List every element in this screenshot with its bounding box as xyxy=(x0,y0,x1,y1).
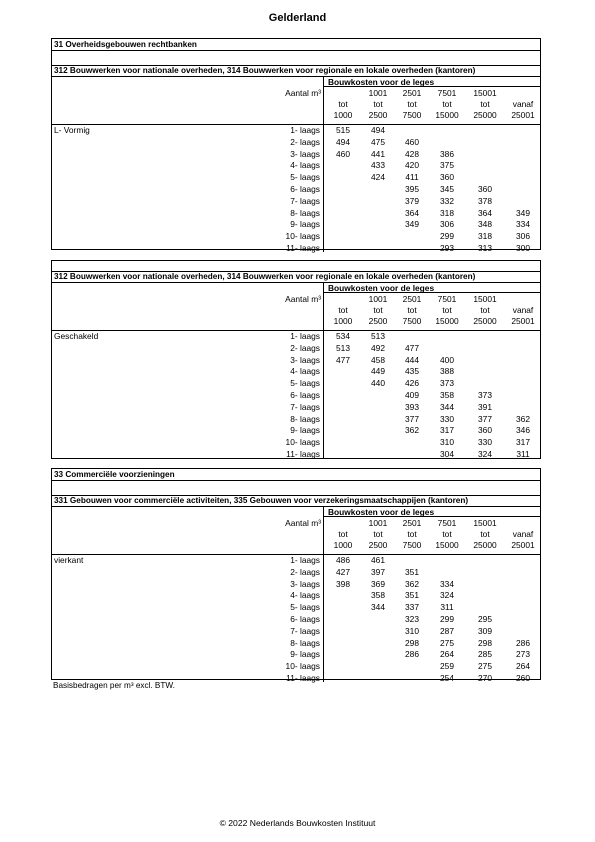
column-header-line: 7500 xyxy=(402,540,422,550)
aantal-label: Aantal m³ xyxy=(285,88,321,98)
floor-count-label: 9- laags xyxy=(290,219,320,230)
cost-value: 477 xyxy=(405,342,419,353)
column-header-line: tot xyxy=(373,305,383,315)
column-header xyxy=(468,518,502,554)
column-header-line: 25000 xyxy=(473,540,497,550)
floor-count-label: 3- laags xyxy=(290,578,320,589)
cost-value: 398 xyxy=(336,578,350,589)
cost-value: 424 xyxy=(371,172,385,183)
cost-value: 440 xyxy=(371,378,385,389)
table-row xyxy=(52,208,540,220)
column-header-line: 1001 xyxy=(368,294,388,304)
column-header-line: 2501 xyxy=(402,518,422,528)
row-type-label: Geschakeld xyxy=(54,331,99,341)
cost-value: 492 xyxy=(371,342,385,353)
cost-value: 287 xyxy=(440,625,454,636)
section-gap xyxy=(52,481,540,496)
cost-value: 298 xyxy=(478,637,492,648)
column-header xyxy=(326,518,360,554)
cost-value: 373 xyxy=(478,390,492,400)
cost-value: 332 xyxy=(440,195,454,206)
column-header xyxy=(326,294,360,330)
table-row xyxy=(52,137,540,149)
cost-value: 298 xyxy=(405,637,419,648)
cost-value: 286 xyxy=(516,637,530,648)
column-header-line xyxy=(326,88,360,99)
column-header xyxy=(326,88,360,124)
cost-value: 330 xyxy=(440,413,454,424)
table-row xyxy=(52,231,540,243)
cost-value: 378 xyxy=(478,195,492,206)
section-box-3 xyxy=(51,468,541,683)
column-header-line: 7501 xyxy=(437,294,457,304)
cost-value: 309 xyxy=(478,625,492,636)
column-header xyxy=(430,88,464,124)
cost-value: 364 xyxy=(405,207,419,218)
column-header-line: 1000 xyxy=(333,540,353,550)
cost-value: 317 xyxy=(440,425,454,436)
floor-count-label: 8- laags xyxy=(290,637,320,648)
column-header-line: 7500 xyxy=(402,110,422,120)
column-header xyxy=(361,88,395,124)
cost-value: 360 xyxy=(440,172,454,183)
aantal-label: Aantal m³ xyxy=(285,518,321,528)
floor-count-label: 4- laags xyxy=(290,590,320,601)
cost-value: 477 xyxy=(336,354,350,365)
table-header: Bouwkosten voor de leges xyxy=(323,77,540,87)
table-row xyxy=(52,172,540,184)
column-header-line xyxy=(326,294,360,305)
cost-value: 306 xyxy=(516,231,530,242)
column-header-line xyxy=(326,518,360,529)
column-header-line: 15001 xyxy=(473,88,497,98)
cost-value: 337 xyxy=(405,602,419,613)
cost-value: 310 xyxy=(405,625,419,636)
cost-table xyxy=(52,77,540,252)
section-box-2 xyxy=(51,260,541,459)
cost-value: 275 xyxy=(478,661,492,672)
floor-count-label: 10- laags xyxy=(285,437,320,448)
cost-value: 461 xyxy=(371,555,385,565)
cost-value: 351 xyxy=(405,566,419,577)
cost-value: 270 xyxy=(478,673,492,683)
table-row xyxy=(52,390,540,402)
cost-value: 375 xyxy=(440,160,454,171)
cost-value: 433 xyxy=(371,160,385,171)
section-title: 31 Overheidsgebouwen rechtbanken xyxy=(52,39,540,51)
table-subtitle: 331 Gebouwen voor commerciële activiteiten, 335 Gebouwen voor verzekeringsmaatschappijen (kantoren) xyxy=(52,496,540,507)
column-header-line: 15000 xyxy=(435,316,459,326)
floor-count-label: 11- laags xyxy=(286,673,320,683)
cost-value: 360 xyxy=(478,184,492,194)
column-header xyxy=(395,518,429,554)
cost-value: 458 xyxy=(371,354,385,365)
cost-value: 358 xyxy=(371,590,385,601)
column-header-line: 7501 xyxy=(437,518,457,528)
column-header-line: 1000 xyxy=(333,110,353,120)
cost-value: 427 xyxy=(336,566,350,577)
table-row xyxy=(52,402,540,414)
floor-count-label: 9- laags xyxy=(290,425,320,436)
cost-value: 379 xyxy=(405,195,419,206)
section-gap xyxy=(52,261,540,272)
table-row xyxy=(52,590,540,602)
table-row xyxy=(52,567,540,579)
column-header-line: tot xyxy=(338,529,348,539)
cost-value: 449 xyxy=(371,366,385,377)
floor-count-label: 11- laags xyxy=(286,243,320,253)
cost-table xyxy=(52,283,540,459)
cost-value: 264 xyxy=(440,649,454,660)
cost-value: 486 xyxy=(336,555,350,565)
table-row xyxy=(52,437,540,449)
floor-count-label: 3- laags xyxy=(290,354,320,365)
column-header-line: 15000 xyxy=(435,110,459,120)
cost-value: 349 xyxy=(516,207,530,218)
section-title: 33 Commerciële voorzieningen xyxy=(52,469,540,481)
column-header xyxy=(430,518,464,554)
cost-value: 324 xyxy=(478,449,492,459)
column-header-line: 1001 xyxy=(368,518,388,528)
column-header-line: tot xyxy=(338,305,348,315)
cost-value: 494 xyxy=(371,125,385,135)
table-row xyxy=(52,555,540,567)
floor-count-label: 7- laags xyxy=(290,625,320,636)
row-type-label: vierkant xyxy=(54,555,84,565)
table-row xyxy=(52,149,540,161)
column-header-line: tot xyxy=(373,529,383,539)
column-header xyxy=(361,518,395,554)
cost-value: 475 xyxy=(371,136,385,147)
cost-value: 344 xyxy=(440,401,454,412)
table-row xyxy=(52,661,540,673)
cost-value: 295 xyxy=(478,614,492,624)
table-row xyxy=(52,414,540,426)
cost-value: 460 xyxy=(336,148,350,159)
column-header-line: 25001 xyxy=(511,540,535,550)
table-subtitle: 312 Bouwwerken voor nationale overheden, 314 Bouwwerken voor regionale en lokale overheden (kantoren) xyxy=(52,272,540,283)
column-header xyxy=(430,294,464,330)
column-header-line: 25000 xyxy=(473,110,497,120)
column-header-line: 2501 xyxy=(402,88,422,98)
cost-value: 304 xyxy=(440,449,454,459)
section-gap xyxy=(52,51,540,66)
column-header xyxy=(506,294,540,330)
column-header-line: 25000 xyxy=(473,316,497,326)
table-row xyxy=(52,638,540,650)
table-row xyxy=(52,125,540,137)
column-header-line: 2500 xyxy=(368,316,388,326)
column-header xyxy=(468,294,502,330)
table-row xyxy=(52,160,540,172)
cost-value: 264 xyxy=(516,661,530,672)
table-row xyxy=(52,366,540,378)
table-row xyxy=(52,219,540,231)
cost-value: 411 xyxy=(405,172,419,183)
column-header-line: tot xyxy=(407,529,417,539)
section-box-1 xyxy=(51,38,541,253)
cost-value: 362 xyxy=(405,578,419,589)
cost-value: 334 xyxy=(516,219,530,230)
cost-table xyxy=(52,507,540,682)
floor-count-label: 6- laags xyxy=(290,614,320,624)
floor-count-label: 7- laags xyxy=(290,401,320,412)
cost-value: 515 xyxy=(336,125,350,135)
column-header-line: tot xyxy=(442,99,452,109)
cost-value: 323 xyxy=(405,614,419,624)
floor-count-label: 5- laags xyxy=(290,378,320,389)
table-row xyxy=(52,196,540,208)
column-header xyxy=(395,88,429,124)
table-row xyxy=(52,378,540,390)
cost-value: 395 xyxy=(405,184,419,194)
cost-value: 293 xyxy=(440,243,454,253)
table-row xyxy=(52,331,540,343)
cost-value: 393 xyxy=(405,401,419,412)
column-header-line xyxy=(506,294,540,305)
cost-value: 313 xyxy=(478,243,492,253)
cost-value: 386 xyxy=(440,148,454,159)
cost-value: 435 xyxy=(405,366,419,377)
cost-value: 299 xyxy=(440,614,454,624)
cost-value: 311 xyxy=(440,602,454,613)
table-row xyxy=(52,614,540,626)
column-header-line xyxy=(506,518,540,529)
column-header-line: tot xyxy=(480,99,490,109)
column-header xyxy=(506,518,540,554)
table-row xyxy=(52,355,540,367)
cost-value: 360 xyxy=(478,425,492,436)
cost-value: 260 xyxy=(516,673,530,683)
column-header xyxy=(395,294,429,330)
column-header-line: 25001 xyxy=(511,110,535,120)
cost-value: 358 xyxy=(440,390,454,400)
cost-value: 273 xyxy=(516,649,530,660)
floor-count-label: 11- laags xyxy=(286,449,320,459)
column-header xyxy=(468,88,502,124)
cost-value: 318 xyxy=(478,231,492,242)
cost-value: 377 xyxy=(405,413,419,424)
cost-value: 409 xyxy=(405,390,419,400)
cost-value: 362 xyxy=(405,425,419,436)
floor-count-label: 8- laags xyxy=(290,413,320,424)
floor-count-label: 2- laags xyxy=(290,566,320,577)
column-header-line: tot xyxy=(442,529,452,539)
column-header xyxy=(506,88,540,124)
floor-count-label: 2- laags xyxy=(290,342,320,353)
column-header-line: 1001 xyxy=(368,88,388,98)
floor-count-label: 2- laags xyxy=(290,136,320,147)
column-header-line: 15000 xyxy=(435,540,459,550)
column-header-line: tot xyxy=(338,99,348,109)
cost-value: 391 xyxy=(478,401,492,412)
column-header xyxy=(361,294,395,330)
cost-value: 259 xyxy=(440,661,454,672)
column-header-line: tot xyxy=(480,529,490,539)
cost-value: 318 xyxy=(440,207,454,218)
cost-value: 369 xyxy=(371,578,385,589)
cost-value: 285 xyxy=(478,649,492,660)
column-header-line: tot xyxy=(407,99,417,109)
cost-value: 346 xyxy=(516,425,530,436)
floor-count-label: 7- laags xyxy=(290,195,320,206)
cost-value: 310 xyxy=(440,437,454,448)
cost-value: 428 xyxy=(405,148,419,159)
table-row xyxy=(52,343,540,355)
cost-value: 286 xyxy=(405,649,419,660)
copyright-footer: © 2022 Nederlands Bouwkosten Instituut xyxy=(219,818,376,828)
table-row xyxy=(52,449,540,461)
cost-value: 460 xyxy=(405,136,419,147)
floor-count-label: 10- laags xyxy=(285,231,320,242)
column-header-line: 7500 xyxy=(402,316,422,326)
footnote: Basisbedragen per m³ excl. BTW. xyxy=(53,681,175,690)
cost-value: 351 xyxy=(405,590,419,601)
cost-value: 534 xyxy=(336,331,350,341)
column-header-line: tot xyxy=(480,305,490,315)
column-header-line: tot xyxy=(373,99,383,109)
cost-value: 400 xyxy=(440,354,454,365)
floor-count-label: 9- laags xyxy=(290,649,320,660)
cost-value: 330 xyxy=(478,437,492,448)
column-header-line: 7501 xyxy=(437,88,457,98)
cost-value: 377 xyxy=(478,413,492,424)
column-header-line: 15001 xyxy=(473,294,497,304)
cost-value: 441 xyxy=(371,148,385,159)
cost-value: 311 xyxy=(516,449,530,459)
table-subtitle: 312 Bouwwerken voor nationale overheden, 314 Bouwwerken voor regionale en lokale overheden (kantoren) xyxy=(52,66,540,77)
floor-count-label: 4- laags xyxy=(290,160,320,171)
floor-count-label: 1- laags xyxy=(290,125,320,135)
column-header-line: vanaf xyxy=(512,529,534,539)
cost-value: 345 xyxy=(440,184,454,194)
cost-value: 324 xyxy=(440,590,454,601)
aantal-label: Aantal m³ xyxy=(285,294,321,304)
cost-value: 494 xyxy=(336,136,350,147)
column-header-line: 25001 xyxy=(511,316,535,326)
floor-count-label: 4- laags xyxy=(290,366,320,377)
cost-value: 513 xyxy=(336,342,350,353)
cost-value: 306 xyxy=(440,219,454,230)
column-header-line: 2501 xyxy=(402,294,422,304)
column-header-line: 2500 xyxy=(368,110,388,120)
cost-value: 426 xyxy=(405,378,419,389)
column-header-line: vanaf xyxy=(512,99,534,109)
table-header: Bouwkosten voor de leges xyxy=(323,507,540,517)
cost-value: 317 xyxy=(516,437,530,448)
row-type-label: L- Vormig xyxy=(54,125,90,135)
cost-value: 444 xyxy=(405,354,419,365)
cost-value: 397 xyxy=(371,566,385,577)
column-header-line: 2500 xyxy=(368,540,388,550)
cost-value: 373 xyxy=(440,378,454,389)
table-row xyxy=(52,602,540,614)
cost-value: 254 xyxy=(440,673,454,683)
cost-value: 388 xyxy=(440,366,454,377)
cost-value: 349 xyxy=(405,219,419,230)
table-row xyxy=(52,243,540,255)
cost-value: 362 xyxy=(516,413,530,424)
cost-value: 364 xyxy=(478,207,492,218)
column-header-line: tot xyxy=(407,305,417,315)
table-row xyxy=(52,184,540,196)
floor-count-label: 6- laags xyxy=(290,390,320,400)
cost-value: 513 xyxy=(371,331,385,341)
column-header-line: tot xyxy=(442,305,452,315)
column-header-line xyxy=(506,88,540,99)
cost-value: 299 xyxy=(440,231,454,242)
column-header-line: 15001 xyxy=(473,518,497,528)
table-header: Bouwkosten voor de leges xyxy=(323,283,540,293)
cost-value: 344 xyxy=(371,602,385,613)
floor-count-label: 5- laags xyxy=(290,172,320,183)
table-row xyxy=(52,649,540,661)
cost-value: 300 xyxy=(516,243,530,253)
cost-value: 275 xyxy=(440,637,454,648)
cost-value: 420 xyxy=(405,160,419,171)
floor-count-label: 1- laags xyxy=(290,555,320,565)
column-header-line: 1000 xyxy=(333,316,353,326)
table-row xyxy=(52,626,540,638)
table-row xyxy=(52,579,540,591)
floor-count-label: 10- laags xyxy=(285,661,320,672)
page-title: Gelderland xyxy=(268,12,327,24)
floor-count-label: 1- laags xyxy=(290,331,320,341)
column-header-line: vanaf xyxy=(512,305,534,315)
floor-count-label: 5- laags xyxy=(290,602,320,613)
floor-count-label: 3- laags xyxy=(290,148,320,159)
table-row xyxy=(52,425,540,437)
cost-value: 348 xyxy=(478,219,492,230)
floor-count-label: 8- laags xyxy=(290,207,320,218)
cost-value: 334 xyxy=(440,578,454,589)
floor-count-label: 6- laags xyxy=(290,184,320,194)
